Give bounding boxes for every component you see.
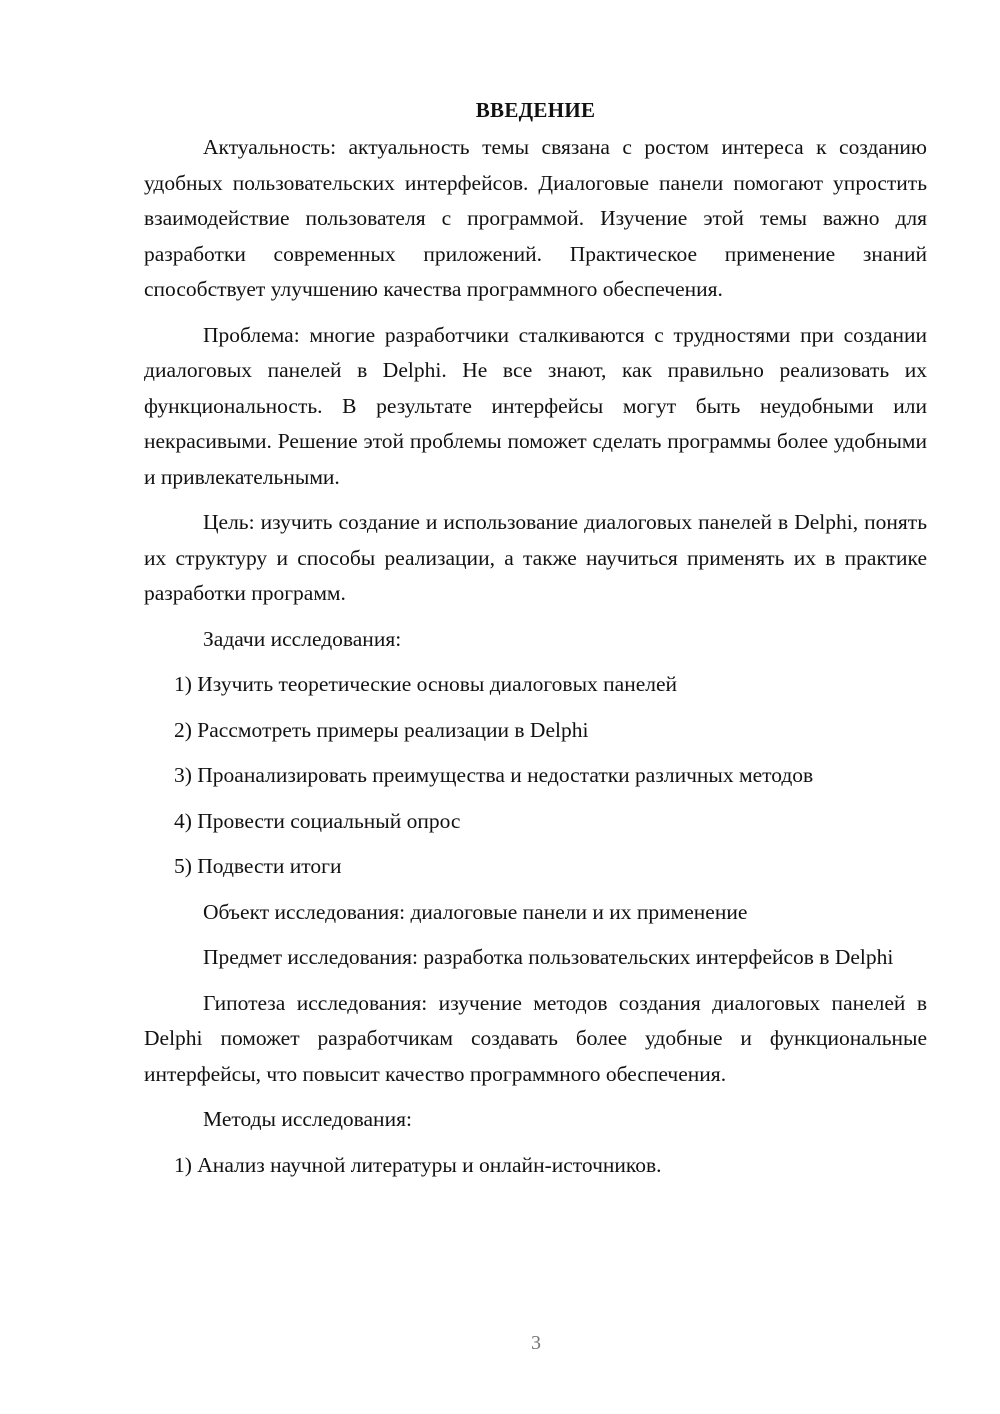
section-heading: ВВЕДЕНИЕ <box>475 98 596 122</box>
subject-paragraph: Предмет исследования: разработка пользовательских интерфейсов в Delphi <box>203 945 894 969</box>
tasks-heading: Задачи исследования: <box>203 626 402 651</box>
list-item: 4) Провести социальный опрос <box>174 808 461 833</box>
list-item: 2) Рассмотреть примеры реализации в Delphi <box>174 717 589 742</box>
page-number: 3 <box>531 1332 541 1354</box>
hypothesis-paragraph: Гипотеза исследования: изучение методов создания диалоговых панелей в Delphi поможет разработчикам создавать более удобные и функциональные интерфейсы, что повысит качество программного обеспечения. <box>144 990 927 1086</box>
object-paragraph: Объект исследования: диалоговые панели и их применение <box>203 899 748 924</box>
problem-paragraph: Проблема: многие разработчики сталкиваются с трудностями при создании диалоговых панелей в Delphi. Не все знают, как правильно реализовать их функциональность. В результате интерфейсы могут быть неудобными или некрасивыми. Решение этой проблемы поможет сделать программы более удобными и привлекательными. <box>144 322 927 489</box>
methods-list <box>144 1148 927 1184</box>
list-item: 3) Проанализировать преимущества и недостатки различных методов <box>174 763 814 787</box>
goal-paragraph: Цель: изучить создание и использование диалоговых панелей в Delphi, понять их структуру и способы реализации, а также научиться применять их в практике разработки программ. <box>144 510 927 605</box>
list-item: 1) Анализ научной литературы и онлайн-источников. <box>174 1152 662 1177</box>
page-content <box>144 92 927 1193</box>
tasks-list <box>144 667 927 885</box>
relevance-paragraph: Актуальность: актуальность темы связана с ростом интереса к созданию удобных пользовательских интерфейсов. Диалоговые панели помогают упростить взаимодействие пользователя с программой. Изучение этой темы важно для разработки современных приложений. Практическое применение знаний способствует улучшению качества программного обеспечения. <box>144 135 927 301</box>
list-item: 5) Подвести итоги <box>174 854 342 878</box>
list-item: 1) Изучить теоретические основы диалоговых панелей <box>174 672 678 696</box>
methods-heading: Методы исследования: <box>203 1107 412 1131</box>
